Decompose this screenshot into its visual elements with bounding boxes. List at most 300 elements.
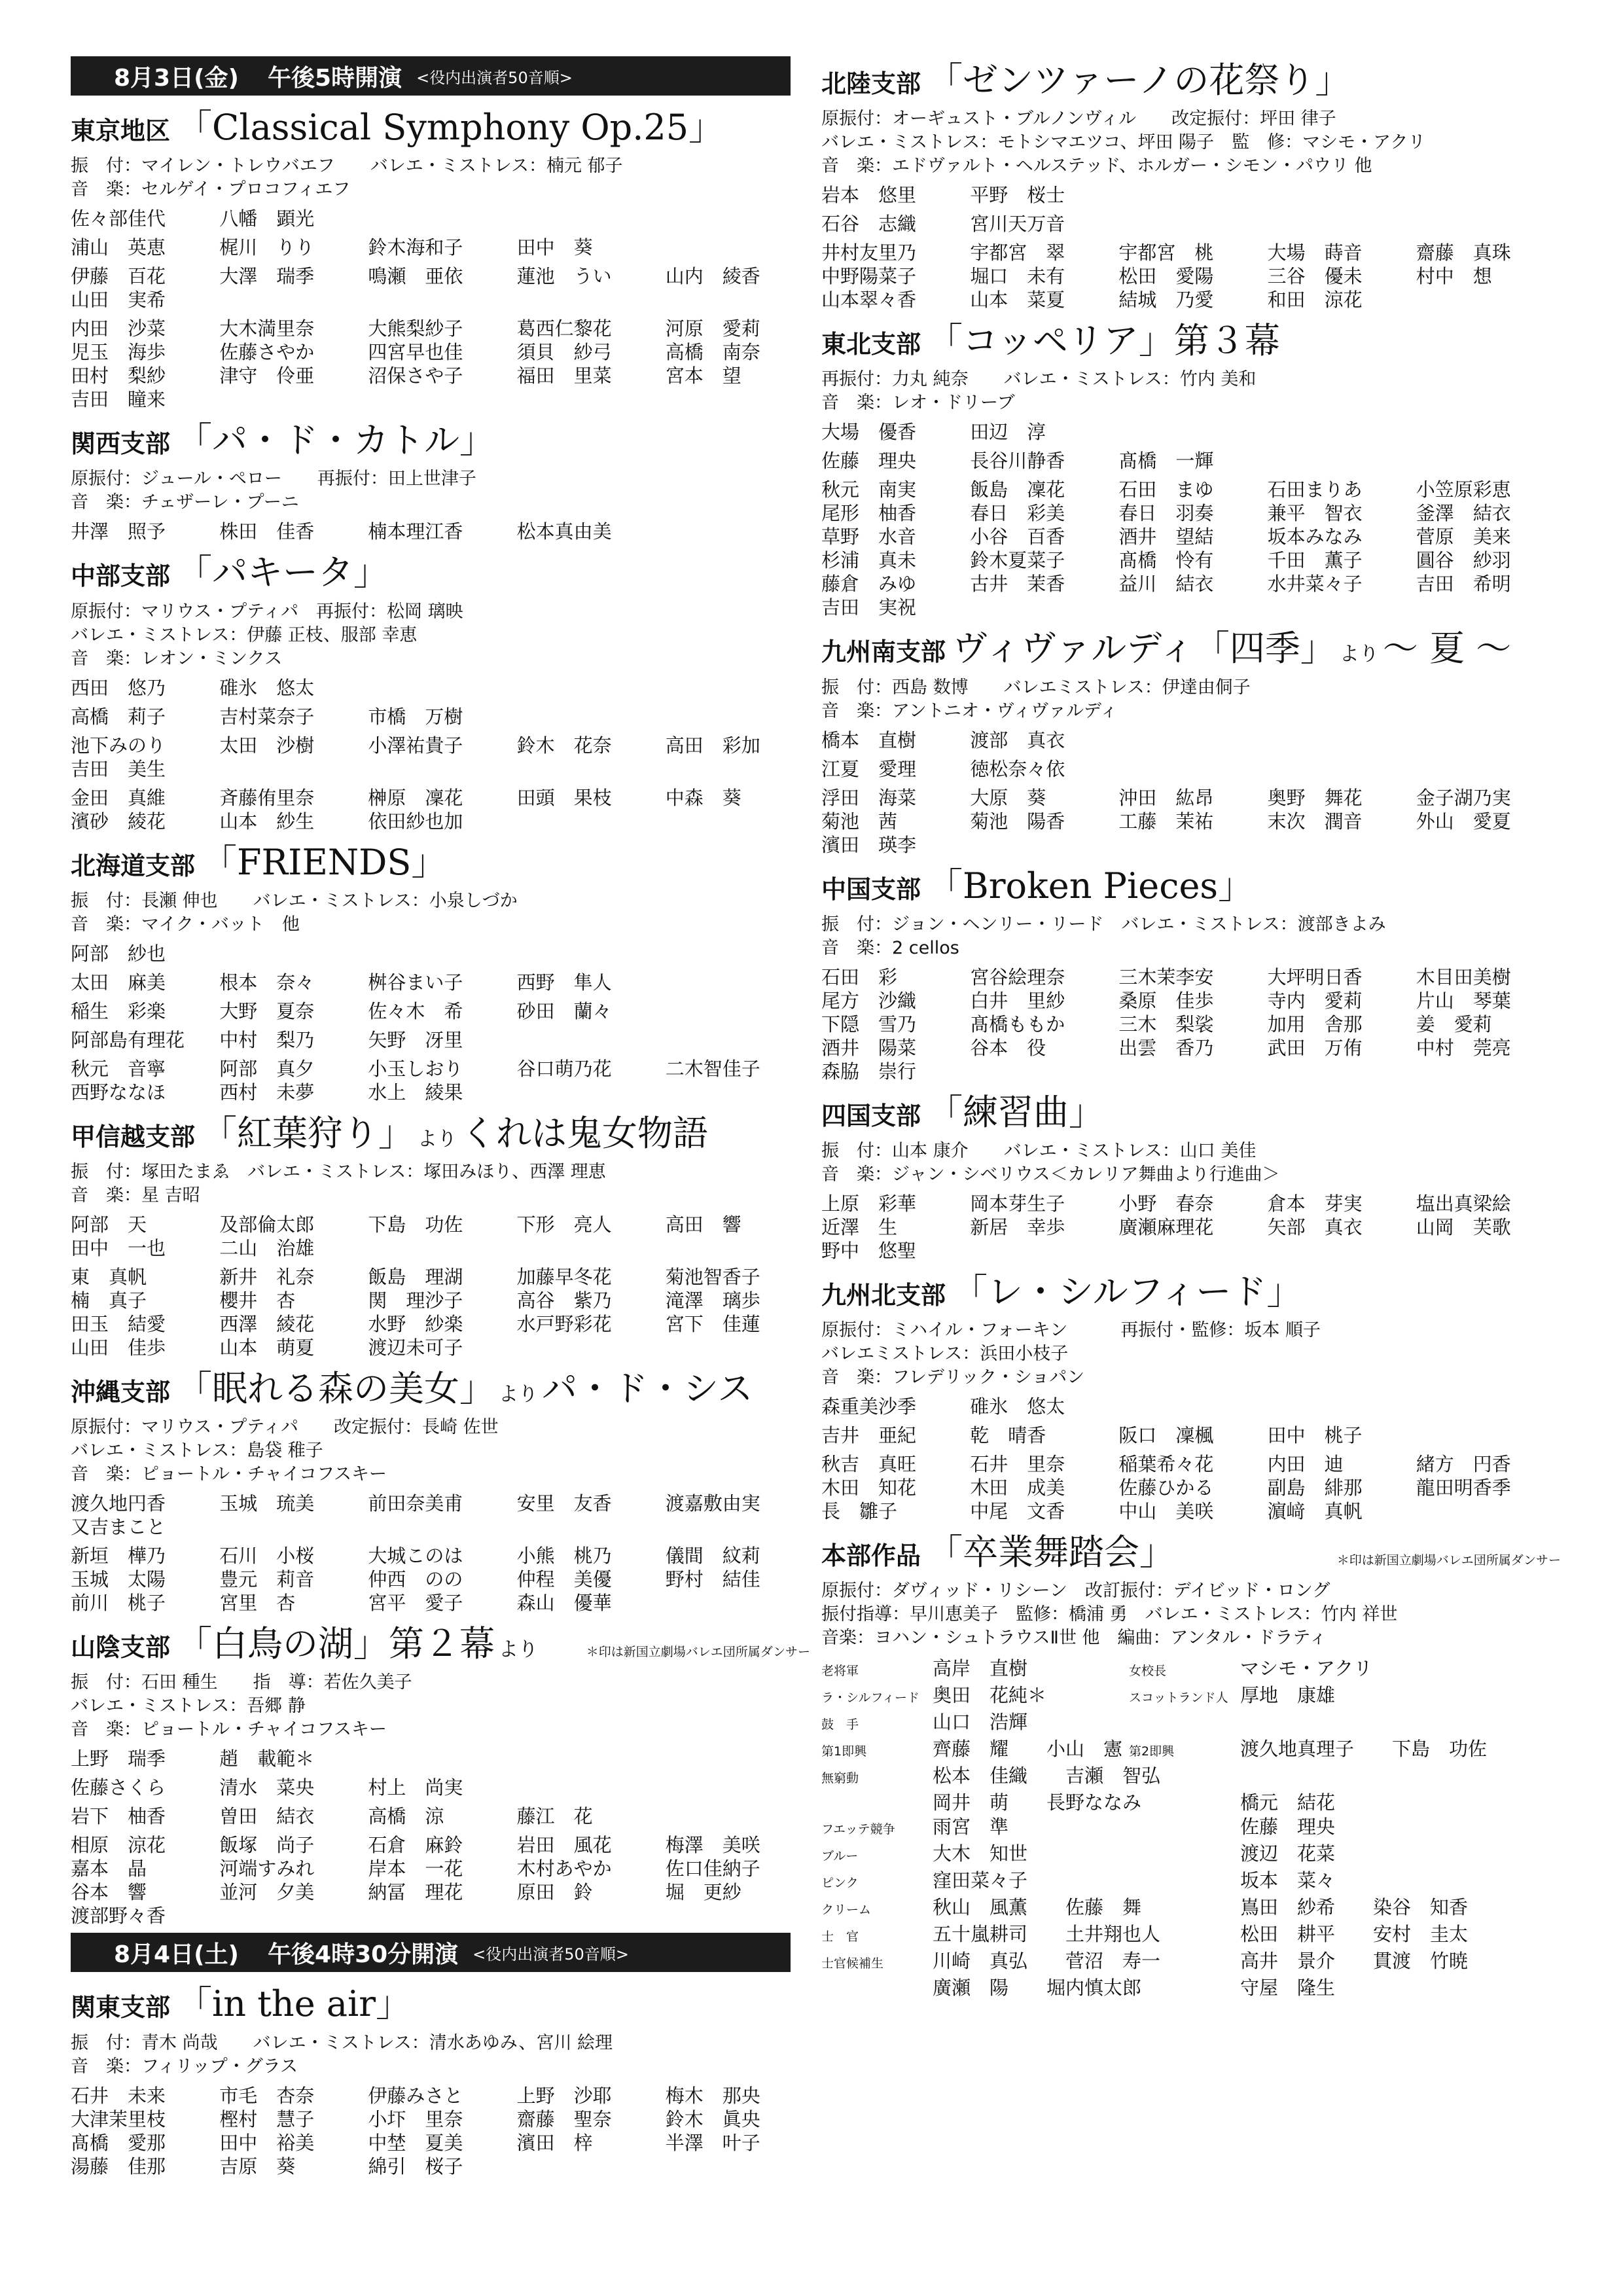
section-heading (71, 1981, 810, 2027)
cast-name: 田玉 結愛 (71, 1312, 166, 1335)
cast-name: 山本 紗生 (219, 810, 315, 833)
cast-name: 佐々木 希 (368, 999, 463, 1022)
cast-name: 佐藤さくら (71, 1776, 166, 1799)
work-title: 「卒業舞踏会」 (927, 1532, 1175, 1573)
cast-group (821, 1192, 1561, 1263)
cast-name: 児玉 海歩 (71, 341, 166, 364)
cast-name: 齋藤 聖奈 (516, 2108, 612, 2130)
cast-name: 野村 結佳 (665, 1568, 760, 1591)
role-cast: 大木 知世 (933, 1842, 1028, 1865)
role-cast: 佐藤 理央 (1240, 1816, 1336, 1839)
cast-name: 江夏 愛理 (821, 757, 917, 780)
cast-group (821, 183, 1561, 207)
role-list (821, 1657, 1561, 2000)
cast-name: 山田 佳歩 (71, 1336, 166, 1359)
program-section (71, 1366, 810, 1615)
cast-name: 宮平 愛子 (368, 1592, 463, 1615)
cast-name: 菊池 陽香 (970, 810, 1065, 833)
cast-group (821, 449, 1561, 473)
cast-name: 加藤早冬花 (516, 1265, 612, 1288)
cast-name: 徳松奈々依 (970, 757, 1065, 780)
cast-name: 岩田 風花 (516, 1834, 612, 1857)
credit-line: 音 楽：ピョートル・チャイコフスキー (71, 1464, 387, 1485)
cast-name: 吉田 美生 (71, 757, 166, 780)
cast-name: 下島 功佐 (368, 1213, 463, 1236)
role-cast: 橋元 結花 (1240, 1791, 1336, 1814)
cast-name: 浮田 海菜 (821, 786, 917, 809)
cast-name: 稲葉希々花 (1118, 1453, 1214, 1476)
cast-name: 飯島 凜花 (970, 478, 1065, 501)
cast-name: 三木 梨裟 (1118, 1013, 1214, 1035)
cast-name: 木田 成美 (970, 1477, 1065, 1499)
cast-name: 阿部 天 (71, 1213, 147, 1236)
cast-name: 村上 尚実 (368, 1776, 463, 1799)
cast-name: 石倉 麻鈴 (368, 1834, 463, 1857)
cast-name: 上原 彩華 (821, 1192, 917, 1215)
cast-name: 岸本 一花 (368, 1857, 463, 1880)
cast-name: 小圷 里奈 (368, 2108, 463, 2130)
cast-name: 蓮池 うい (516, 265, 612, 288)
credit-line: バレエ・ミストレス：モトシマエツコ、坪田 陽子 監 修：マシモ・アクリ (821, 132, 1426, 153)
cast-name: 宮谷絵理奈 (970, 965, 1065, 988)
cast-group (71, 1544, 810, 1615)
cast-name: 前川 桃子 (71, 1592, 166, 1615)
cast-name: 坂本みなみ (1267, 526, 1363, 548)
cast-name: 石川 小桜 (219, 1545, 315, 1568)
cast-name: 宇都宮 翠 (970, 242, 1065, 264)
cast-name: 吉田 希明 (1416, 573, 1511, 596)
cast-name: 高橋 涼 (368, 1805, 444, 1828)
cast-name: 梅木 那央 (665, 2084, 760, 2107)
cast-name: 廣瀬麻理花 (1118, 1215, 1214, 1238)
cast-name: 上野 沙耶 (516, 2084, 612, 2107)
cast-name: 西田 悠乃 (71, 676, 166, 699)
cast-group (821, 420, 1561, 444)
cast-name: 曽田 結衣 (219, 1805, 315, 1828)
role-row (821, 1683, 1561, 1710)
section-heading (821, 863, 1561, 909)
cast-name: 森山 優華 (516, 1592, 612, 1615)
cast-name: 前田奈美甫 (368, 1492, 463, 1515)
cast-name: 中野陽菜子 (821, 265, 917, 288)
role-name: スコットランド人 (1129, 1691, 1228, 1706)
cast-name: 野中 悠聖 (821, 1239, 917, 1262)
cast-name: 堀口 未有 (970, 265, 1065, 288)
credit-line: バレエミストレス：浜田小枝子 (821, 1344, 1069, 1365)
cast-name: 綿引 桜子 (368, 2155, 463, 2178)
cast-name: 趙 載範＊ (219, 1748, 315, 1770)
role-row (821, 1895, 1561, 1922)
cast-name: 吉井 亜紀 (821, 1424, 917, 1447)
cast-name: 吉村菜奈子 (219, 705, 315, 728)
credit-line: 原振付：マリウス・プティパ 改定振付：長崎 佐世 (71, 1417, 499, 1438)
section-heading (71, 1111, 810, 1157)
cast-name: 樫村 慧子 (219, 2108, 315, 2130)
cast-name: 吉田 実祝 (821, 596, 917, 619)
cast-name: 酒井 陽菜 (821, 1036, 917, 1059)
cast-name: 佐藤ひかる (1118, 1477, 1214, 1499)
role-cast: 秋山 風薫 佐藤 舞 (933, 1896, 1142, 1919)
role-row (821, 1869, 1561, 1895)
role-cast: 松田 耕平 安村 圭太 (1240, 1923, 1469, 1946)
program-section (821, 863, 1561, 1083)
role-name: 鼓 手 (821, 1717, 859, 1732)
cast-group (821, 1424, 1561, 1447)
cast-name: 半澤 叶子 (665, 2131, 760, 2154)
cast-group (821, 1395, 1561, 1418)
credit-line: バレエ・ミストレス：伊藤 正枝、服部 幸恵 (71, 624, 418, 645)
cast-group (71, 705, 810, 728)
work-title: 「眠れる森の美女」 (177, 1367, 495, 1409)
cast-name: 岡本芽生子 (970, 1192, 1065, 1215)
cast-name: 春日 彩美 (970, 502, 1065, 525)
credit-line: 音 楽：ジャン・シベリウス＜カレリア舞曲より行進曲＞ (821, 1164, 1280, 1185)
cast-group (821, 241, 1561, 312)
cast-name: 菅原 美来 (1416, 526, 1511, 548)
credit-line: 音 楽：2 cellos (821, 937, 959, 958)
cast-group (71, 1747, 810, 1770)
cast-group (71, 2084, 810, 2178)
cast-name: 菊池智香子 (665, 1265, 760, 1288)
branch-name: 中部支部 (71, 562, 171, 591)
cast-name: 四宮早也佳 (368, 341, 463, 364)
cast-name: 滝澤 璃歩 (665, 1289, 760, 1312)
credit-line: 振 付：山本 康介 バレエ・ミストレス：山口 美佳 (821, 1140, 1257, 1161)
work-title: 「Classical Symphony Op.25」 (177, 107, 724, 148)
cast-name: 大津茉里枝 (71, 2108, 166, 2130)
cast-name: 藤江 花 (516, 1805, 593, 1828)
cast-name: 工藤 茉祐 (1118, 810, 1214, 833)
excerpt-marker: より (499, 1638, 539, 1662)
role-cast: 松本 佳織 吉瀬 智弘 (933, 1765, 1161, 1787)
cast-name: 宮川天万音 (970, 213, 1065, 236)
cast-name: 稲生 彩楽 (71, 999, 166, 1022)
cast-name: 杉浦 真未 (821, 549, 917, 572)
cast-name: 内田 沙菜 (71, 317, 166, 340)
credit-line: 原振付：マリウス・プティパ 再振付：松岡 璃映 (71, 601, 463, 622)
cast-name: 楠本理江香 (368, 520, 463, 543)
cast-group (71, 971, 810, 994)
cast-group (71, 1833, 810, 1928)
cast-name: 飯塚 尚子 (219, 1834, 315, 1857)
credit-line: 振 付：塚田たまゑ バレエ・ミストレス：塚田みほり、西澤 理恵 (71, 1161, 606, 1182)
cast-name: 古井 茉香 (970, 573, 1065, 596)
cast-name: 新垣 樺乃 (71, 1545, 166, 1568)
cast-name: 水野 紗楽 (368, 1312, 463, 1335)
cast-name: 佐藤さやか (219, 341, 315, 364)
right-column (821, 51, 1561, 2000)
cast-name: 山本 菜夏 (970, 289, 1065, 312)
cast-name: 近澤 生 (821, 1215, 898, 1238)
cast-group (71, 1776, 810, 1799)
work-subtitle: ～ 夏 ～ (1382, 628, 1512, 670)
performance-date: 8月3日(金) (114, 64, 240, 92)
cast-name: 田中 一也 (71, 1236, 166, 1259)
cast-group (821, 212, 1561, 236)
credit-line: 音 楽：チェザーレ・プーニ (71, 492, 299, 513)
cast-name: 櫻井 杏 (219, 1289, 296, 1312)
cast-name: 宮里 杏 (219, 1592, 296, 1615)
role-cast: 廣瀬 陽 堀内慎太郎 (933, 1977, 1142, 2000)
cast-name: 益川 結衣 (1118, 573, 1214, 596)
work-title: 「コッペリア」第３幕 (927, 320, 1280, 362)
cast-name: 佐藤 理央 (821, 450, 917, 473)
cast-name: 緒方 円香 (1416, 1453, 1511, 1476)
cast-name: 又吉まこと (71, 1516, 166, 1539)
branch-name: 甲信越支部 (71, 1122, 196, 1151)
cast-name: 金田 真維 (71, 786, 166, 809)
branch-name: 山陰支部 (71, 1633, 171, 1662)
credit-line: 振 付：青木 尚哉 バレエ・ミストレス：清水あゆみ、宮川 絵理 (71, 2032, 613, 2053)
cast-name: 佐口佳納子 (665, 1857, 760, 1880)
cast-name: 田中 裕美 (219, 2131, 315, 2154)
cast-name: 関 理沙子 (368, 1289, 463, 1312)
cast-name: 楠 真子 (71, 1289, 147, 1312)
cast-name: 河端すみれ (219, 1857, 315, 1880)
section-heading (821, 626, 1561, 672)
work-title: ヴィヴァルディ「四季」 (952, 628, 1336, 670)
program-section (71, 1981, 810, 2178)
cast-name: 山内 綾香 (665, 265, 760, 288)
cast-name: 佐々部佳代 (71, 207, 166, 230)
role-row (821, 1949, 1561, 1976)
cast-name: 梅澤 美咲 (665, 1834, 760, 1857)
cast-name: 中森 葵 (665, 786, 741, 809)
cast-name: 西村 未夢 (219, 1081, 315, 1103)
cast-name: 伊藤みさと (368, 2084, 463, 2107)
role-name: 老将軍 (821, 1664, 859, 1679)
program-section (71, 840, 810, 1104)
cast-name: 豊元 莉音 (219, 1568, 315, 1591)
role-row (821, 1815, 1561, 1842)
branch-name: 北海道支部 (71, 851, 196, 880)
cast-name: 儀間 紋莉 (665, 1545, 760, 1568)
performance-time: 午後4時30分開演 (268, 1941, 459, 1968)
credit-line: 音 楽：レオン・ミンクス (71, 648, 283, 669)
cast-name: 釜澤 結衣 (1416, 502, 1511, 525)
performance-date: 8月4日(土) (114, 1941, 240, 1968)
cast-name: 田辺 淳 (970, 421, 1046, 444)
section-heading (821, 318, 1561, 364)
branch-name: 東北支部 (821, 330, 921, 359)
credit-line: 振 付：石田 種生 指 導：若佐久美子 (71, 1672, 412, 1693)
cast-group (71, 676, 810, 700)
credit-line: バレエ・ミストレス：島袋 稚子 (71, 1441, 323, 1462)
credit-line: 振 付：長瀬 伸也 バレエ・ミストレス：小泉しづか (71, 890, 518, 911)
cast-name: 高田 彩加 (665, 734, 760, 757)
cast-name: 木田 知花 (821, 1477, 917, 1499)
role-cast: 川崎 真弘 菅沼 寿一 (933, 1950, 1161, 1973)
role-name: フエッテ競争 (821, 1822, 895, 1837)
cast-name: 下隠 雪乃 (821, 1013, 917, 1035)
cast-name: 濱田 梓 (516, 2131, 593, 2154)
cast-group (71, 264, 810, 312)
cast-name: 中村 莞亮 (1416, 1036, 1511, 1059)
cast-name: 渡久地円香 (71, 1492, 166, 1515)
branch-name: 四国支部 (821, 1101, 921, 1130)
performance-time: 午後5時開演 (268, 64, 402, 92)
cast-name: 葛西仁黎花 (516, 317, 612, 340)
credit-line: バレエ・ミストレス：吾郷 静 (71, 1696, 306, 1717)
cast-group (821, 757, 1561, 781)
credit-line: 音 楽：星 吉昭 (71, 1185, 200, 1206)
cast-name: 乾 晴香 (970, 1424, 1046, 1447)
program-section (821, 318, 1561, 619)
cast-name: 大澤 瑞季 (219, 265, 315, 288)
credit-line: 振 付：ジョン・ヘンリー・リード バレエ・ミストレス：渡部きよみ (821, 914, 1386, 935)
role-row (821, 1657, 1561, 1683)
cast-name: 桑原 佳歩 (1118, 989, 1214, 1012)
cast-name: 砂田 蘭々 (516, 999, 612, 1022)
cast-name: 圓谷 紗羽 (1416, 549, 1511, 572)
cast-name: 出雲 香乃 (1118, 1036, 1214, 1059)
cast-name: 下形 亮人 (516, 1213, 612, 1236)
cast-name: 津守 伶亜 (219, 365, 315, 387)
role-name: ピンク (821, 1876, 859, 1891)
cast-name: 尾方 沙織 (821, 989, 917, 1012)
cast-name: 西澤 綾花 (219, 1312, 315, 1335)
section-heading (71, 840, 810, 886)
day-header-bar (71, 56, 791, 96)
credit-line: 原振付：ジュール・ペロー 再振付：田上世津子 (71, 469, 476, 490)
cast-name: 姜 愛莉 (1416, 1013, 1492, 1035)
role-name: 女校長 (1129, 1664, 1167, 1679)
work-title: 「in the air」 (177, 1983, 412, 2025)
cast-name: 外山 愛夏 (1416, 810, 1511, 833)
cast-name: 和田 涼花 (1267, 289, 1363, 312)
cast-name: 寺内 愛莉 (1267, 989, 1363, 1012)
cast-name: 龍田明香季 (1416, 1477, 1511, 1499)
cast-name: 三木茉李安 (1118, 965, 1214, 988)
cast-name: 碓氷 悠太 (219, 676, 315, 699)
cast-name: 髙橋 一輝 (1118, 450, 1214, 473)
program-section (71, 418, 810, 543)
cast-name: 小谷 百香 (970, 526, 1065, 548)
cast-name: 鈴木 花奈 (516, 734, 612, 757)
cast-group (821, 478, 1561, 619)
cast-name: 水井菜々子 (1267, 573, 1363, 596)
cast-name: 池下みのり (71, 734, 166, 757)
role-cast: マシモ・アクリ (1240, 1657, 1373, 1680)
cast-name: 梶川 りり (219, 236, 315, 259)
cast-name: 石谷 志織 (821, 213, 917, 236)
role-cast: 高井 景介 貫渡 竹暁 (1240, 1950, 1469, 1973)
role-row (821, 1764, 1561, 1791)
credit-line: 音 楽：アントニオ・ヴィヴァルディ (821, 700, 1118, 721)
cast-name: 長 雛子 (821, 1500, 898, 1523)
cast-name: 岩本 悠里 (821, 184, 917, 207)
cast-name: 西野ななほ (71, 1081, 166, 1103)
role-name: 第1即興 (821, 1744, 867, 1759)
cast-name: 奥野 舞花 (1267, 786, 1363, 809)
cast-name: 嘉本 晶 (71, 1857, 147, 1880)
cast-name: 中尾 文香 (970, 1500, 1065, 1523)
role-row (821, 1976, 1561, 2000)
role-cast: 齊藤 耀 小山 憲 (933, 1738, 1123, 1761)
section-heading (71, 1366, 810, 1412)
cast-name: 湯藤 佳那 (71, 2155, 166, 2178)
cast-name: 山本 萌夏 (219, 1336, 315, 1359)
cast-name: 内田 迪 (1267, 1453, 1344, 1476)
cast-name: 太田 麻美 (71, 971, 166, 994)
cast-name: 髙橋 愛那 (71, 2131, 166, 2154)
section-note: ＊印は新国立劇場バレエ団所属ダンサー (586, 1645, 810, 1660)
branch-name: 九州北支部 (821, 1280, 946, 1310)
cast-name: 藤倉 みゆ (821, 573, 917, 596)
role-cast: 奥田 花純＊ (933, 1684, 1047, 1707)
cast-name: 東 真帆 (71, 1265, 147, 1288)
cast-name: 中山 美咲 (1118, 1500, 1214, 1523)
work-subtitle: パ・ド・シス (542, 1367, 753, 1409)
cast-name: 木村あやか (516, 1857, 612, 1880)
cast-name: 谷口萌乃花 (516, 1057, 612, 1080)
cast-name: 平野 桜士 (970, 184, 1065, 207)
cast-name: 玉城 琉美 (219, 1492, 315, 1515)
cast-name: 田村 梨紗 (71, 365, 166, 387)
left-column (71, 51, 810, 2178)
section-heading (821, 58, 1561, 103)
program-section (821, 626, 1561, 856)
credit-line: 音 楽：フレデリック・ショパン (821, 1367, 1085, 1388)
cast-group (71, 734, 810, 781)
order-note: <役内出演者50音順> (473, 1945, 629, 1964)
cast-name: 鈴木海和子 (368, 236, 463, 259)
cast-name: 小野 春奈 (1118, 1192, 1214, 1215)
role-cast: 山口 浩輝 (933, 1711, 1028, 1734)
cast-name: 吉原 葵 (219, 2155, 296, 2178)
cast-name: 金子湖乃実 (1416, 786, 1511, 809)
cast-name: 鈴木 眞央 (665, 2108, 760, 2130)
excerpt-marker: より (499, 1382, 539, 1406)
cast-name: 市毛 杏奈 (219, 2084, 315, 2107)
cast-name: 飯島 理湖 (368, 1265, 463, 1288)
cast-name: 草野 水音 (821, 526, 917, 548)
cast-name: 高谷 紫乃 (516, 1289, 612, 1312)
cast-name: 相原 涼花 (71, 1834, 166, 1857)
cast-group (71, 1804, 810, 1828)
excerpt-marker: より (1339, 643, 1379, 666)
cast-name: 倉本 芽実 (1267, 1192, 1363, 1215)
cast-name: 榊原 凜花 (368, 786, 463, 809)
role-name: 第2即興 (1129, 1744, 1175, 1759)
cast-group (71, 207, 810, 230)
cast-name: 齋藤 真珠 (1416, 242, 1511, 264)
cast-name: 宮下 佳蓮 (665, 1312, 760, 1335)
cast-name: 大野 夏奈 (219, 999, 315, 1022)
role-row (821, 1791, 1561, 1815)
cast-group (71, 786, 810, 833)
section-heading (71, 105, 810, 151)
cast-group (71, 1265, 810, 1359)
cast-name: 田頭 果枝 (516, 786, 612, 809)
role-cast: 雨宮 準 (933, 1816, 1009, 1839)
credit-line: 原振付：オーギュスト・ブルノンヴィル 改定振付：坪田 律子 (821, 109, 1336, 130)
cast-name: 桝谷まい子 (368, 971, 463, 994)
cast-name: 渡部野々香 (71, 1905, 166, 1928)
cast-group (821, 728, 1561, 752)
cast-name: 結城 乃愛 (1118, 289, 1214, 312)
cast-name: 濵﨑 真帆 (1267, 1500, 1363, 1523)
role-name: ブルー (821, 1849, 859, 1864)
program-section (821, 1269, 1561, 1523)
cast-group (71, 236, 810, 259)
cast-name: 渡辺未可子 (368, 1336, 463, 1359)
cast-name: 依田紗也加 (368, 810, 463, 833)
cast-name: 髙橋ももか (970, 1013, 1065, 1035)
cast-name: 酒井 望結 (1118, 526, 1214, 548)
credit-line: 音 楽：マイク・バット 他 (71, 914, 300, 935)
work-title: 「パ・ド・カトル」 (177, 420, 495, 461)
